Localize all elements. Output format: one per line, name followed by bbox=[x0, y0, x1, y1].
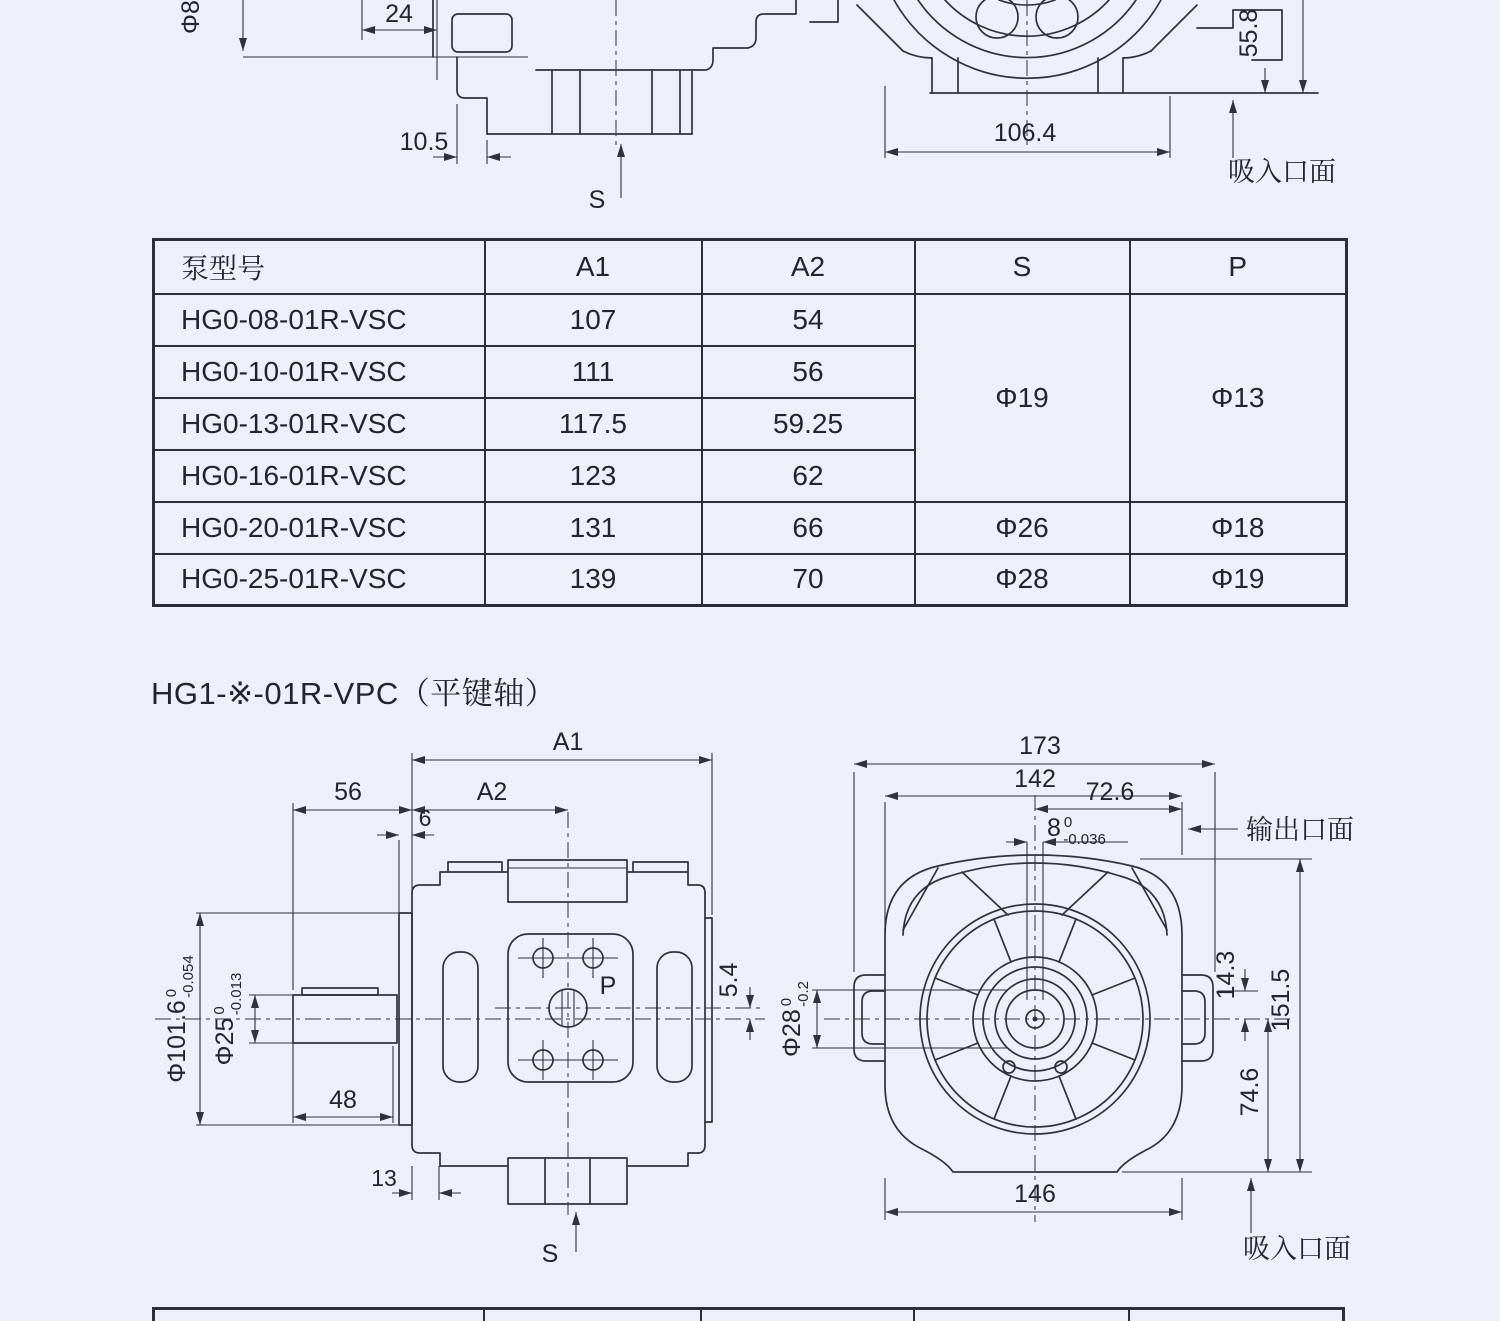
dim-74-6-label: 74.6 bbox=[1236, 1067, 1264, 1117]
dim-a1-label: A1 bbox=[552, 728, 584, 756]
dia-28-label: $\Phi 28^0-0.2$ bbox=[778, 981, 812, 1057]
header-model: 泵型号 bbox=[154, 240, 485, 294]
dim-146-label: 146 bbox=[1014, 1180, 1056, 1208]
dim-key-8-label: 8 $^0$ -0.036 bbox=[1047, 814, 1106, 848]
partial-col bbox=[702, 1310, 915, 1321]
dia-25-label: $\Phi 25^0-0.013$ bbox=[211, 972, 245, 1066]
partial-col bbox=[915, 1310, 1130, 1321]
dim-142-label: 142 bbox=[1014, 765, 1056, 793]
cell-model: HG0-25-01R-VSC bbox=[154, 554, 485, 606]
cell-s: Φ26 bbox=[915, 502, 1130, 554]
dim-phi8-partial-label: Φ8 bbox=[177, 0, 205, 34]
dim-106-4-label: 106.4 bbox=[993, 119, 1057, 147]
cell-p: Φ18 bbox=[1130, 502, 1347, 554]
dim-72-6-label: 72.6 bbox=[1085, 778, 1135, 806]
dim-173-label: 173 bbox=[1019, 732, 1061, 760]
cell-a2: 66 bbox=[702, 502, 915, 554]
dim-a2-label: A2 bbox=[476, 778, 508, 806]
table-row bbox=[154, 502, 1347, 554]
header-a1: A1 bbox=[485, 240, 702, 294]
cell-a2: 59.25 bbox=[702, 398, 915, 450]
hg1-front-view-drawing bbox=[780, 725, 1370, 1305]
cell-a2: 70 bbox=[702, 554, 915, 606]
cell-a1: 123 bbox=[485, 450, 702, 502]
header-a2: A2 bbox=[702, 240, 915, 294]
dim-56-label: 56 bbox=[334, 778, 362, 806]
table-row bbox=[154, 294, 1347, 346]
port-s-label: S bbox=[588, 186, 606, 214]
cell-a1: 117.5 bbox=[485, 398, 702, 450]
dim-55-8-label: 55.8 bbox=[1235, 8, 1263, 58]
dim-5-4-label: 5.4 bbox=[715, 962, 743, 998]
port-p-label: P bbox=[599, 972, 617, 1000]
cell-s: Φ28 bbox=[915, 554, 1130, 606]
partial-col bbox=[155, 1310, 485, 1321]
cell-a2: 62 bbox=[702, 450, 915, 502]
cell-model: HG0-13-01R-VSC bbox=[154, 398, 485, 450]
port-s-label-bottom: S bbox=[541, 1240, 559, 1268]
outlet-face-label: 输出口面 bbox=[1246, 815, 1354, 845]
dia-101-6-label: Φ101.6$^0$-0.054 bbox=[163, 955, 197, 1083]
cell-model: HG0-10-01R-VSC bbox=[154, 346, 485, 398]
dim-13-label: 13 bbox=[371, 1165, 397, 1191]
partial-col bbox=[485, 1310, 702, 1321]
table-header-row bbox=[154, 240, 1347, 294]
dim-151-5-label: 151.5 bbox=[1267, 968, 1295, 1032]
top-side-view-drawing bbox=[140, 0, 850, 235]
cell-a2: 56 bbox=[702, 346, 915, 398]
partial-next-table bbox=[152, 1307, 1345, 1321]
section-heading: HG1-※-01R-VPC（平键轴） bbox=[151, 676, 557, 711]
header-s: S bbox=[915, 240, 1130, 294]
cell-model: HG0-20-01R-VSC bbox=[154, 502, 485, 554]
suction-face-label-top: 吸入口面 bbox=[1228, 157, 1336, 187]
cell-a2: 54 bbox=[702, 294, 915, 346]
top-front-view-drawing bbox=[840, 0, 1370, 235]
cell-p-merged: Φ13 bbox=[1130, 294, 1347, 502]
dim-48-label: 48 bbox=[329, 1086, 357, 1114]
cell-s-merged: Φ19 bbox=[915, 294, 1130, 502]
cell-a1: 139 bbox=[485, 554, 702, 606]
suction-face-label-bottom: 吸入口面 bbox=[1243, 1234, 1351, 1264]
dim-24-label: 24 bbox=[385, 0, 413, 28]
cell-p: Φ19 bbox=[1130, 554, 1347, 606]
dim-10-5-label: 10.5 bbox=[399, 128, 449, 156]
table-row bbox=[154, 554, 1347, 606]
cell-model: HG0-08-01R-VSC bbox=[154, 294, 485, 346]
cell-a1: 111 bbox=[485, 346, 702, 398]
cell-a1: 131 bbox=[485, 502, 702, 554]
header-p: P bbox=[1130, 240, 1347, 294]
cell-model: HG0-16-01R-VSC bbox=[154, 450, 485, 502]
partial-col bbox=[1130, 1310, 1342, 1321]
hg1-side-view-drawing bbox=[150, 725, 770, 1270]
dim-14-3-label: 14.3 bbox=[1212, 950, 1240, 1000]
pump-dimension-table bbox=[152, 238, 1348, 607]
cell-a1: 107 bbox=[485, 294, 702, 346]
dim-6-label: 6 bbox=[418, 805, 432, 831]
